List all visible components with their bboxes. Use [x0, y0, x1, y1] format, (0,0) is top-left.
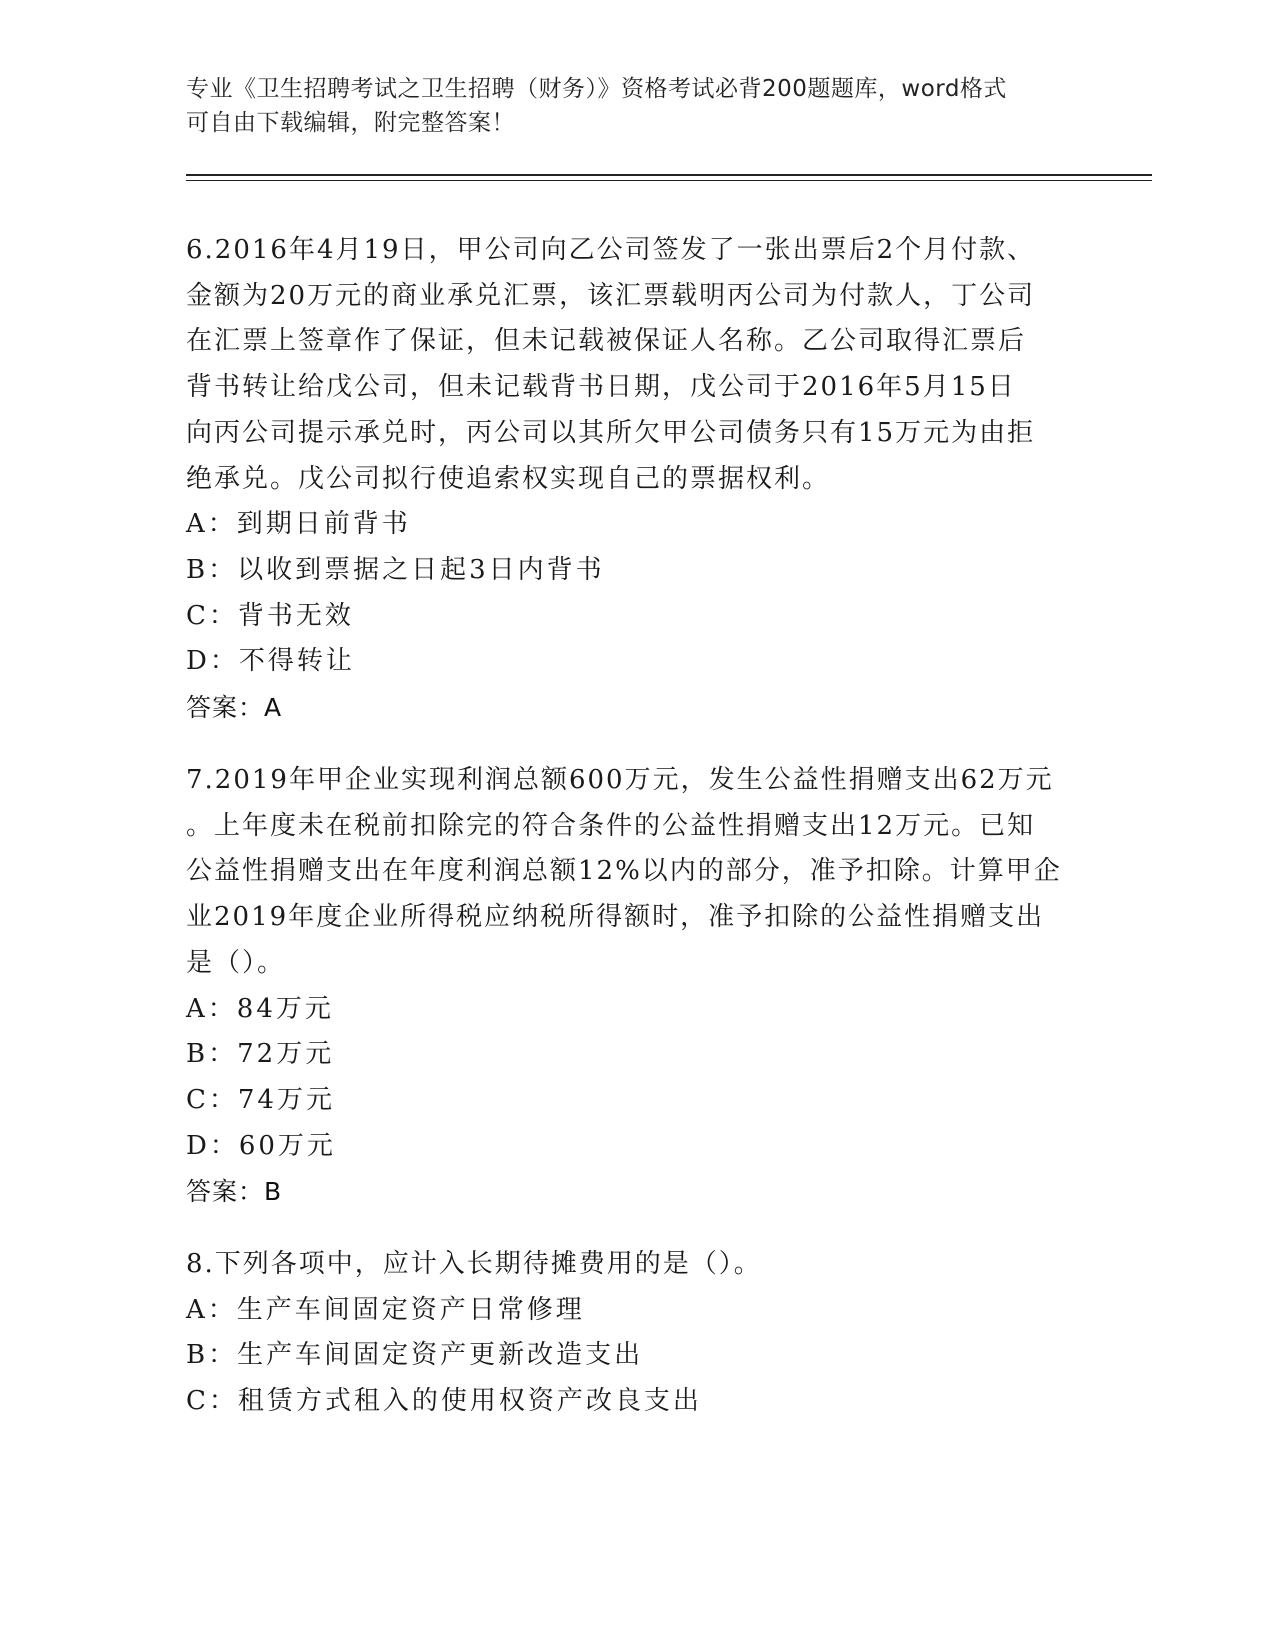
option-b: B：72万元 — [186, 1039, 335, 1070]
stem-line: 7.2019年甲企业实现利润总额600万元，发生公益性捐赠支出62万元 — [186, 765, 1054, 795]
stem-line: 是（）。 — [186, 947, 286, 978]
header-divider-thick — [186, 174, 1152, 176]
stem-line: 向丙公司提示承兑时，丙公司以其所欠甲公司债务只有15万元为由拒 — [186, 417, 1036, 448]
header-title-line-1: 专业《卫生招聘考试之卫生招聘（财务）》资格考试必背200题题库，word格式 — [186, 76, 1007, 102]
answer-label: 答案：A — [186, 693, 283, 723]
question-stem — [186, 1242, 1086, 1288]
stem-line: 公益性捐赠支出在年度利润总额12%以内的部分，准予扣除。计算甲企 — [186, 856, 1062, 887]
option-d: D：60万元 — [186, 1130, 336, 1161]
question-6 — [186, 228, 1086, 731]
stem-line: 6.2016年4月19日，甲公司向乙公司签发了一张出票后2个月付款、 — [186, 235, 1036, 265]
question-7 — [186, 758, 1086, 1215]
header-title-line-2: 可自由下载编辑，附完整答案！ — [186, 110, 515, 136]
option-a: A：到期日前背书 — [186, 509, 411, 540]
answer-label: 答案：B — [186, 1177, 283, 1207]
option-b: B：生产车间固定资产更新改造支出 — [186, 1340, 644, 1371]
stem-line: 业2019年度企业所得税应纳税所得额时，准予扣除的公益性捐赠支出 — [186, 902, 1045, 933]
stem-line: 背书转让给戊公司，但未记载背书日期，戊公司于2016年5月15日 — [186, 372, 1016, 403]
option-c: C：背书无效 — [186, 600, 354, 631]
option-b: B：以收到票据之日起3日内背书 — [186, 554, 605, 585]
option-d: D：不得转让 — [186, 646, 355, 677]
option-a: A：生产车间固定资产日常修理 — [186, 1294, 585, 1325]
stem-line: 8.下列各项中，应计入长期待摊费用的是（）。 — [186, 1249, 762, 1279]
stem-line: 。上年度未在税前扣除完的符合条件的公益性捐赠支出12万元。已知 — [186, 810, 1036, 841]
stem-line: 绝承兑。戊公司拟行使追索权实现自己的票据权利。 — [186, 463, 831, 494]
option-c: C：租赁方式租入的使用权资产改良支出 — [186, 1386, 702, 1417]
stem-line: 金额为20万元的商业承兑汇票，该汇票载明丙公司为付款人，丁公司 — [186, 280, 1036, 311]
option-c: C：74万元 — [186, 1084, 335, 1115]
question-stem — [186, 758, 1086, 987]
document-header — [186, 72, 1086, 140]
stem-line: 在汇票上签章作了保证，但未记载被保证人名称。乙公司取得汇票后 — [186, 326, 1027, 357]
question-8 — [186, 1242, 1086, 1425]
question-stem — [186, 228, 1086, 502]
option-a: A：84万元 — [186, 993, 334, 1024]
header-divider-thin — [186, 180, 1152, 181]
